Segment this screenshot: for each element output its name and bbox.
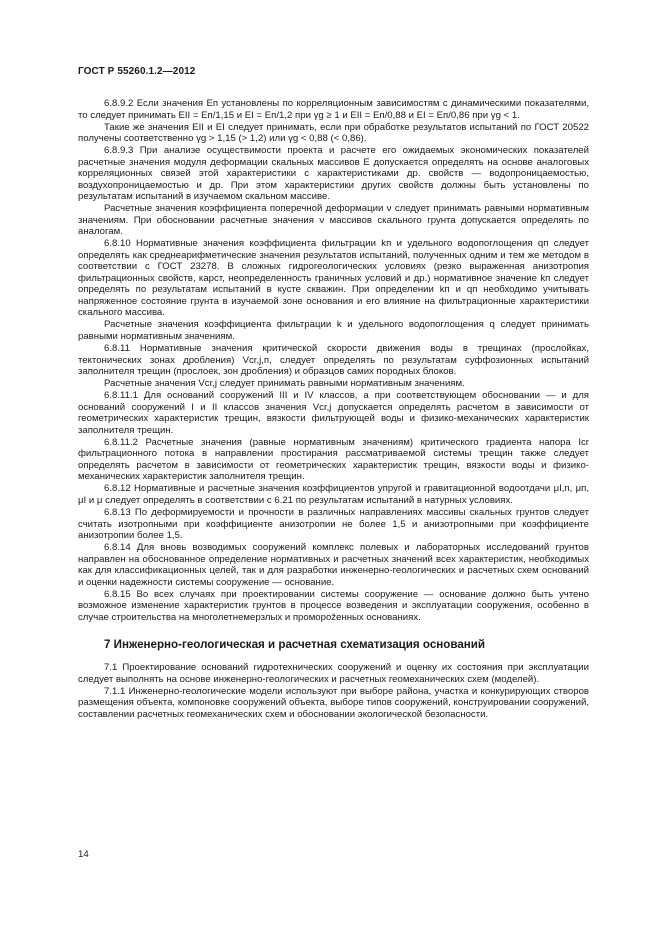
document-body	[78, 98, 589, 721]
paragraph: 6.8.11.1 Для оснований сооружений III и IV классов, а при соответствующем обосновании — и для оснований сооружений I и II классов значения Vcr,j допускается определять расчетом в зависимости от геометрических характеристик трещин, вязкости фильтрующей воды и физико-механических характеристик заполнителя трещин.	[78, 390, 589, 436]
paragraph: 6.8.14 Для вновь возводимых сооружений комплекс полевых и лабораторных исследований грунтов направлен на обоснованное определение нормативных и расчетных значений всех характеристик, необходимых как для классификационных целей, так и для разработки инженерно-геологических и расчетных схем оснований и оценки надежности системы сооружение — основание.	[78, 542, 589, 588]
paragraph: 6.8.11 Нормативные значения критической скорости движения воды в трещинах (прослойках, тектонических зонах дробления) Vcr,j,п, следует определять по результатам суффозионных испытаний заполнителя трещин (прослоек, зон дробления) и образцов самих породных блоков.	[78, 343, 589, 378]
page-number: 14	[78, 849, 89, 860]
paragraph: 6.8.12 Нормативные и расчетные значения коэффициентов упругой и гравитационной водоотдачи μI,п, μп, μI и μ следует определять в соответствии с 6.21 по результатам испытаний в натурных условиях.	[78, 483, 589, 506]
paragraph: 6.8.9.2 Если значения Eп установлены по корреляционным зависимостям с динамическими показателями, то следует принимать EII = Eп/1,15 и EI = Eп/1,2 при γg ≥ 1 и EII = Eп/0,88 и EI = Eп/0,86 при γg < 1.	[78, 98, 589, 121]
document-header: ГОСТ Р 55260.1.2—2012	[78, 66, 196, 77]
paragraph: Расчетные значения Vcr,j следует принимать равными нормативным значениям.	[104, 378, 465, 390]
paragraph: 7.1 Проектирование оснований гидротехнических сооружений и оценку их состояния при эксплуатации следует выполнять на основе инженерно-геологических и расчетных геомеханических схем (моделей).	[78, 662, 589, 685]
paragraph: 6.8.13 По деформируемости и прочности в различных направлениях массивы скальных грунтов следует считать изотропными при коэффициенте анизотропии не более 1,5 и анизотропными при коэффициенте анизотропии более 1,5.	[78, 507, 589, 542]
paragraph: Расчетные значения коэффициента поперечной деформации ν следует принимать равными нормативным значениям. При обосновании расчетные значения ν массивов скального грунта допускается определять по аналогам.	[78, 203, 589, 238]
paragraph: Расчетные значения коэффициента фильтрации k и удельного водопоглощения q следует принимать равными нормативным значениям.	[78, 319, 589, 342]
paragraph: 6.8.9.3 При анализе осуществимости проекта и расчете его ожидаемых экономических показателей расчетные значения модуля деформации скальных массивов E допускается определять на основе аналоговых корреляционных связей этой характеристики с характеристиками др. свойств — водопроницаемостью, воздухопроницаемостью и др. При этом характеристики других свойств должны быть установлены по результатам испытаний в изучаемом скальном массиве.	[78, 145, 589, 203]
section-title: 7 Инженерно-геологическая и расчетная схематизация оснований	[104, 638, 486, 652]
paragraph: 7.1.1 Инженерно-геологические модели используют при выборе района, участка и конкурирующих створов размещения объекта, компоновке сооружений объекта, выборе типов сооружений, конструировании сооружений, составлении расчетных геомеханических схем и обосновании экологической безопасности.	[78, 685, 589, 720]
paragraph: 6.8.11.2 Расчетные значения (равные нормативным значениям) критического градиента напора Icr фильтрационного потока в направлении простирания рассматриваемой системы трещин также следует определять расчетом в зависимости от геометрических характеристик трещин, вязкости воды и физико-механических характеристик заполнителя трещин.	[78, 436, 589, 483]
paragraph: 6.8.15 Во всех случаях при проектировании системы сооружение — основание должно быть учтено возможное изменение характеристик грунтов в процессе возведения и эксплуатации сооружения, особенно в случае строительства на многолетнемерзлых и проморožенных основаниях.	[78, 588, 589, 623]
paragraph: Такие же значения EII и EI следует принимать, если при обработке результатов испытаний по ГОСТ 20522 получены соответственно γg > 1,15 (> 1,2) или γg < 0,88 (< 0,86).	[78, 121, 589, 145]
paragraph: 6.8.10 Нормативные значения коэффициента фильтрации kп и удельного водопоглощения qп следует определять как среднеарифметические значения результатов испытаний, полученных одним и тем же методом в соответствии с ГОСТ 23278. В сложных гидрогеологических условиях (резко выраженная анизотропия фильтрационных свойств, карст, неопределенность граничных условий и др.) нормативное значение kп следует определять по результатам испытаний в кусте скважин. При определении kп и qп необходимо учитывать напряженное состояние грунта в изучаемой зоне основания и его влияние на фильтрационные характеристики скального массива.	[78, 238, 589, 319]
